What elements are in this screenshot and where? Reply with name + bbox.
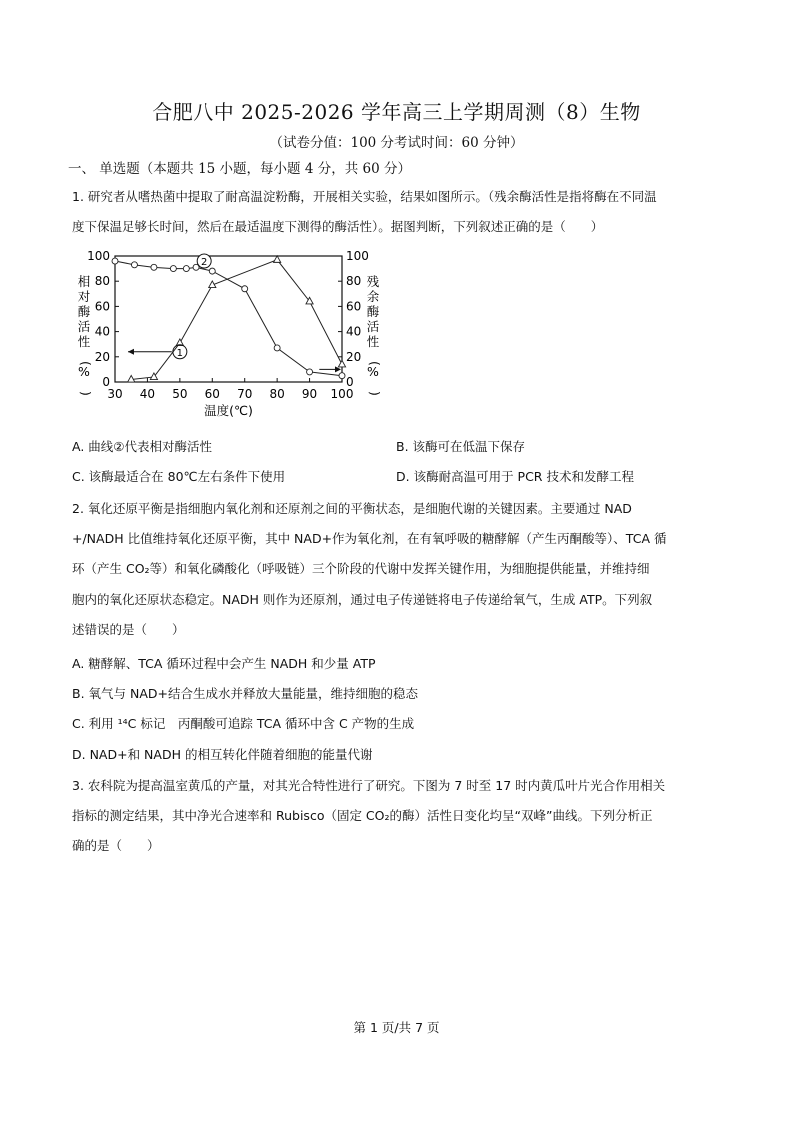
page-footer: 第 1 页/共 7 页 [353,1020,440,1035]
q3-stem-line-3: 确的是（ ） [72,838,160,853]
curve-label-1: 1 [176,347,184,359]
q2-option-c[interactable]: C. 利用 ¹⁴C 标记 丙酮酸可追踪 TCA 循环中含 C 产物的生成 [72,716,415,731]
q3-stem-line-1: 3. 农科院为提高温室黄瓜的产量，对其光合特性进行了研究。下图为 7 时至 17 时内黄瓜叶片光合作用相关 [72,778,666,793]
curve-label-2: 2 [200,257,208,269]
q2-option-a[interactable]: A. 糖酵解、TCA 循环过程中会产生 NADH 和少量 ATP [72,656,376,671]
data-point-circle [183,266,189,272]
y-tick-label-right: 100 [346,249,369,263]
data-point-circle [307,369,313,375]
y-tick-label-right: 20 [346,349,362,364]
plot-frame [115,256,342,382]
y-tick-label-left: 60 [94,299,110,314]
q1-option-d[interactable]: D. 该酶耐高温可用于 PCR 技术和发酵工程 [396,469,634,484]
data-point-circle [170,266,176,272]
y-tick-label-right: 40 [346,324,362,339]
x-tick-label: 90 [301,387,318,401]
y-tick-label-left: 100 [87,249,110,263]
exam-info: （试卷分值：100 分考试时间：60 分钟） [269,135,524,151]
x-tick-label: 80 [269,387,285,401]
y-tick-label-left: 20 [94,349,110,364]
x-tick-label: 30 [107,387,123,401]
x-tick-label: 40 [139,387,156,401]
q2-option-b[interactable]: B. 氧气与 NAD+结合生成水并释放大量能量，维持细胞的稳态 [72,686,418,701]
q2-stem-line-3: 环（产生 CO₂等）和氧化磷酸化（呼吸链）三个阶段的代谢中发挥关键作用，为细胞提供能量，并维持细 [72,561,650,576]
data-point-triangle [338,360,345,367]
q1-option-b[interactable]: B. 该酶可在低温下保存 [396,439,526,454]
y-tick-label-right: 60 [346,299,362,314]
enzyme-activity-chart [70,248,390,420]
y-tick-label-left: 40 [94,324,110,339]
y-tick-label-right: 0 [346,375,354,389]
x-tick-label: 70 [237,387,253,401]
y-tick-label-left: 0 [102,375,110,389]
data-point-circle [339,373,345,379]
arrow-left-head [128,349,134,355]
q1-stem-line-2: 度下保温足够长时间，然后在最适温度下测得的酶活性）。据图判断，下列叙述正确的是（ ） [72,219,604,234]
y-axis-label-left: 相对酶活性( % ) [77,274,94,396]
page-title: 合肥八中 2025-2026 学年高三上学期周测（8）生物 [152,100,641,124]
q1-stem-line-1: 1. 研究者从嗜热菌中提取了耐高温淀粉酶，开展相关实验，结果如图所示。（残余酶活性是指将酶在不同温 [72,189,657,204]
y-axis-label-right: 残余酶活性( % ) [366,274,383,396]
q2-stem-line-5: 述错误的是（ ） [72,622,185,637]
y-tick-label-right: 80 [346,274,362,289]
data-point-circle [274,345,280,351]
q2-stem-line-2: +/NADH 比值维持氧化还原平衡，其中 NAD+作为氧化剂，在有氧呼吸的糖酵解（产生丙酮酸等）、TCA 循 [72,531,667,546]
x-tick-label: 50 [172,387,188,401]
y-tick-label-left: 80 [94,274,110,289]
data-point-circle [131,262,137,268]
data-point-triangle [274,256,281,263]
data-point-circle [151,264,157,270]
x-tick-label: 60 [204,387,220,401]
q2-option-d[interactable]: D. NAD+和 NADH 的相互转化伴随着细胞的能量代谢 [72,747,373,762]
section-heading: 一、 单选题（本题共 15 小题，每小题 4 分，共 60 分） [68,161,411,177]
x-tick-label: 100 [330,387,354,401]
q2-stem-line-1: 2. 氧化还原平衡是指细胞内氧化剂和还原剂之间的平衡状态，是细胞代谢的关键因素。主要通过 NAD [72,501,632,516]
x-axis-label: 温度(℃) [204,403,253,418]
q1-option-a[interactable]: A. 曲线②代表相对酶活性 [72,439,212,454]
q3-stem-line-2: 指标的测定结果，其中净光合速率和 Rubisco（固定 CO₂的酶）活性日变化均呈“双峰”曲线。下列分析正 [72,808,653,823]
q1-option-c[interactable]: C. 该酶最适合在 80℃左右条件下使用 [72,469,286,484]
series-line-1 [131,260,342,380]
data-point-circle [242,286,248,292]
data-point-circle [112,258,118,264]
data-point-circle [209,268,215,274]
q2-stem-line-4: 胞内的氧化还原状态稳定。NADH 则作为还原剂，通过电子传递链将电子传递给氧气，生成 ATP。下列叙 [72,592,653,607]
